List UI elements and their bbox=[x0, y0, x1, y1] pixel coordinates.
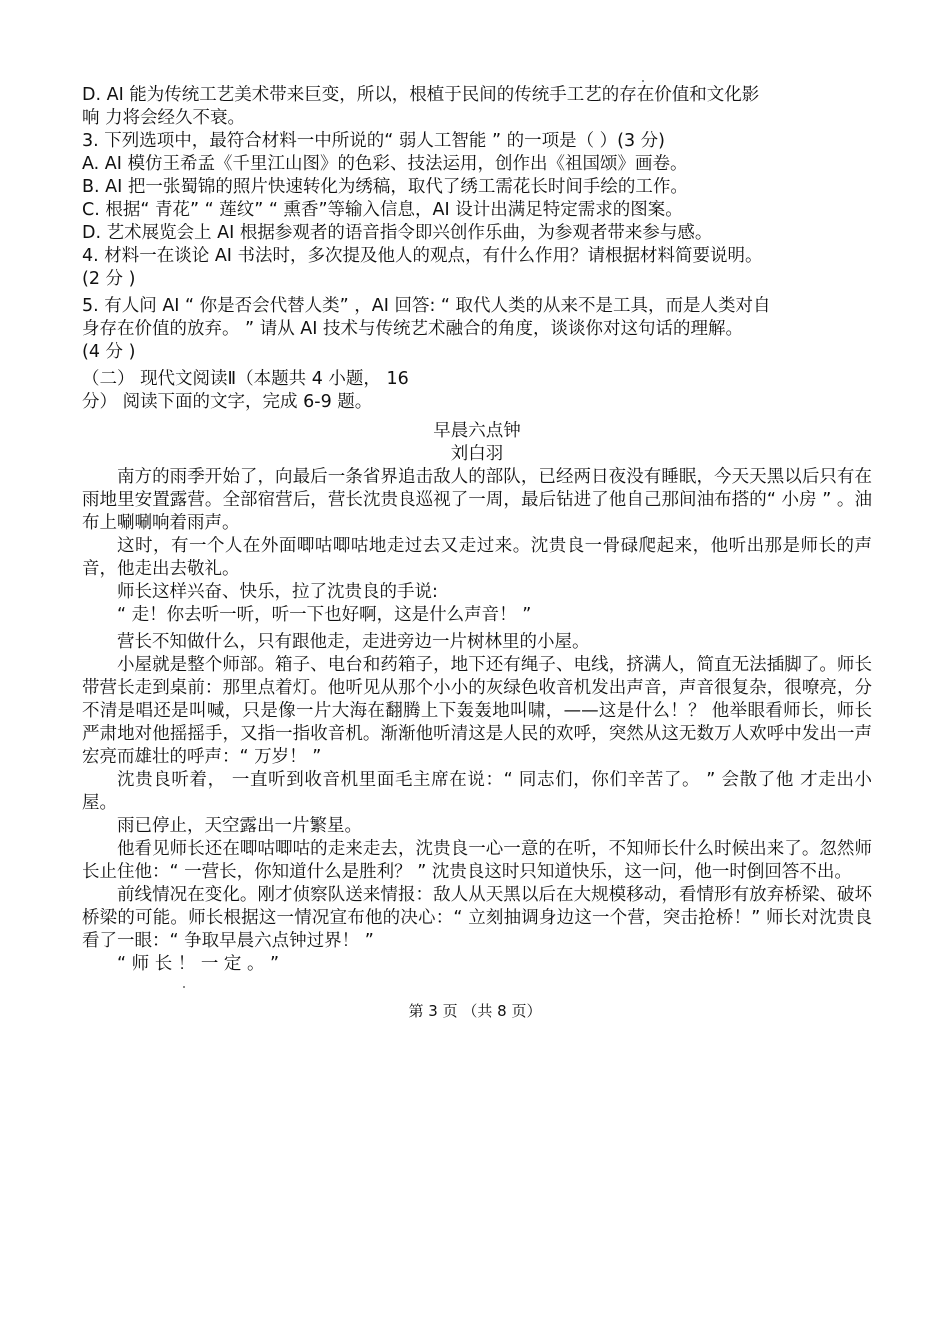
page-footer: 第 3 页 （共 8 页） bbox=[408, 1002, 542, 1020]
exam-page bbox=[82, 84, 872, 976]
scan-dot bbox=[642, 80, 644, 82]
section-2-heading bbox=[82, 368, 872, 414]
question-3-stem: 3. 下列选项中，最符合材料一中所说的“ 弱人工智能 ” 的一项是（ ）(3 分) bbox=[82, 131, 665, 151]
scan-dot bbox=[183, 986, 185, 988]
story-paragraph: 师长这样兴奋、快乐，拉了沈贵良的手说: bbox=[117, 582, 438, 602]
story-paragraph: 雨已停止，天空露出一片繁星。 bbox=[117, 816, 362, 836]
story-paragraph: 营长不知做什么，只有跟他走，走进旁边一片树林里的小屋。 bbox=[117, 632, 590, 652]
question-3-option-b: B. AI 把一张蜀锦的照片快速转化为绣稿，取代了绣工需花长时间手绘的工作。 bbox=[82, 177, 688, 197]
story-title: 早晨六点钟 bbox=[433, 421, 521, 441]
story-paragraph: 他看见师长还在唧咕唧咕的走来走去，沈贵良一心一意的在听，不知师长什么时候出来了。忽然师长止住他：“ 一营长，你知道什么是胜利？ ” 沈贵良这时只知道快乐，这一问，他一时倒回答不出。 bbox=[82, 839, 872, 882]
option-d-line-2: 响 力将会经久不衰。 bbox=[82, 108, 246, 128]
story-heading bbox=[82, 420, 872, 466]
question-4 bbox=[82, 245, 872, 291]
story-body bbox=[82, 466, 872, 976]
question-3-option-c: C. 根据“ 青花” “ 莲纹” “ 熏香”等输入信息，AI 设计出满足特定需求的图案。 bbox=[82, 200, 683, 220]
story-paragraph: “ 走！你去听一听，听一下也好啊，这是什么声音！ ” bbox=[117, 605, 532, 625]
section-2-line-2: 分） 阅读下面的文字，完成 6-9 题。 bbox=[82, 392, 373, 412]
story-paragraph: 南方的雨季开始了，向最后一条省界追击敌人的部队，已经两日夜没有睡眠，今天天黑以后只有在雨地里安置露营。全部宿营后，营长沈贵良巡视了一周，最后钻进了他自己那间油布搭的“ 小房 ” 。油布上唰唰响着雨声。 bbox=[82, 467, 872, 533]
story-paragraph: 这时，有一个人在外面唧咕唧咕地走过去又走过来。沈贵良一骨碌爬起来，他听出那是师长的声音，他走出去敬礼。 bbox=[82, 536, 872, 579]
story-paragraph: 小屋就是整个师部。箱子、电台和药箱子，地下还有绳子、电线，挤满人，简直无法插脚了。师长带营长走到桌前：那里点着灯。他听见从那个小小的灰绿色收音机发出声音，声音很复杂，很嘹亮，分不清是唱还是叫喊，只是像一片大海在翻腾上下轰轰地叫啸，——这是什么！？ 他举眼看师长，师长严肃地对他摇摇手，又指一指收音机。渐渐他听清这是人民的欢呼，突然从这无数万人欢呼中发出一声宏亮而雄壮的呼声：“ 万岁！ ” bbox=[82, 655, 872, 767]
question-5-line-1: 5. 有人问 AI “ 你是否会代替人类” ，AI 回答: “ 取代人类的从来不是工具，而是人类对自 bbox=[82, 296, 771, 316]
question-5 bbox=[82, 295, 872, 364]
story-paragraph: “ 师 长 ！ 一 定 。 ” bbox=[117, 954, 280, 974]
question-3 bbox=[82, 130, 872, 245]
question-3-option-a: A. AI 模仿王希孟《千里江山图》的色彩、技法运用，创作出《祖国颂》画卷。 bbox=[82, 154, 688, 174]
option-d-line-1: D. AI 能为传统工艺美术带来巨变，所以，根植于民间的传统手工艺的存在价值和文化影 bbox=[82, 85, 760, 105]
question-2-option-d bbox=[82, 84, 872, 130]
question-3-option-d: D. 艺术展览会上 AI 根据参观者的语音指令即兴创作乐曲，为参观者带来参与感。 bbox=[82, 223, 713, 243]
question-5-line-3: (4 分 ) bbox=[82, 342, 136, 362]
question-5-line-2: 身存在价值的放弃。 ” 请从 AI 技术与传统艺术融合的角度，谈谈你对这句话的理解。 bbox=[82, 319, 743, 339]
story-paragraph: 沈贵良听着， 一直听到收音机里面毛主席在说：“ 同志们，你们辛苦了。 ” 会散了他 才走出小屋。 bbox=[82, 770, 872, 813]
section-2-line-1: （二） 现代文阅读Ⅱ（本题共 4 小题， 16 bbox=[82, 369, 409, 389]
question-4-line-2: (2 分 ) bbox=[82, 269, 136, 289]
story-paragraph: 前线情况在变化。刚才侦察队送来情报：敌人从天黑以后在大规模移动，看情形有放弃桥梁、破坏桥梁的可能。师长根据这一情况宣布他的决心：“ 立刻抽调身边这一个营，突击抢桥！” 师长对沈贵良看了一眼：“ 争取早晨六点钟过界！ ” bbox=[82, 885, 872, 951]
story-author: 刘白羽 bbox=[450, 444, 504, 464]
question-4-line-1: 4. 材料一在谈论 AI 书法时，多次提及他人的观点，有什么作用？请根据材料简要说明。 bbox=[82, 246, 763, 266]
